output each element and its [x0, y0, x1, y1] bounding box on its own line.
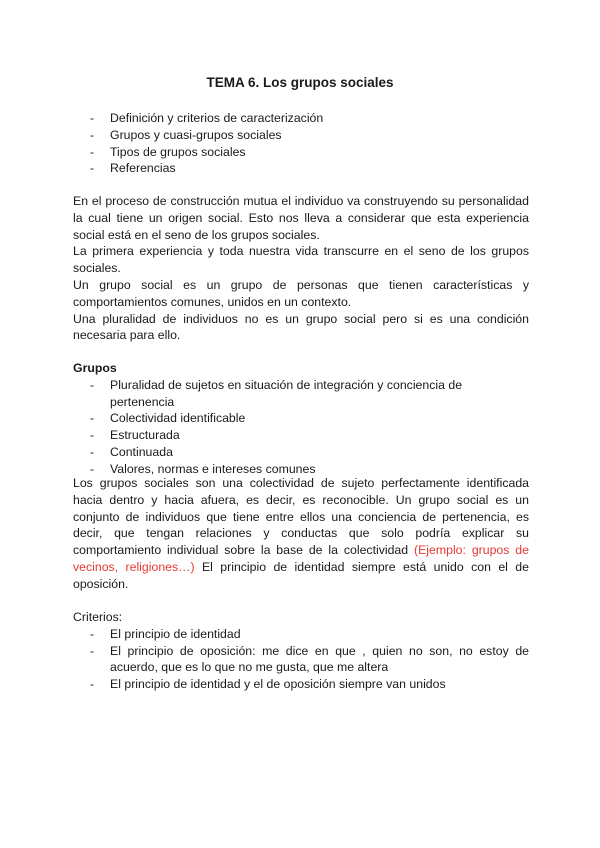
- list-item: - Continuada: [73, 444, 529, 461]
- list-item: - El principio de oposición: me dice en que , quien no son, no estoy de acuerdo, que es lo que no me gusta, que me altera: [73, 643, 529, 677]
- definition-text-end: El principio de identidad siempre está unido con el de oposición.: [73, 559, 529, 591]
- list-item: - Grupos y cuasi-grupos sociales: [73, 127, 529, 144]
- list-item: - Tipos de grupos sociales: [73, 144, 529, 161]
- paragraph: [73, 475, 529, 593]
- intro-section: [73, 193, 529, 344]
- list-item: - Pluralidad de sujetos en situación de integración y conciencia de pertenencia: [73, 377, 529, 411]
- section-heading: Grupos: [73, 361, 117, 375]
- list-item: - Estructurada: [73, 427, 529, 444]
- page-title: TEMA 6. Los grupos sociales: [206, 75, 394, 90]
- paragraph: Una pluralidad de individuos no es un grupo social pero si es una condición necesaria para ello.: [73, 311, 529, 343]
- section-heading: Criterios:: [73, 610, 123, 624]
- paragraph: Un grupo social es un grupo de personas que tienen características y comportamientos comunes, unidos en un contexto.: [73, 277, 529, 309]
- criterios-section: [73, 609, 529, 693]
- list-item: - Colectividad identificable: [73, 410, 529, 427]
- grupos-section: [73, 360, 529, 478]
- paragraph: En el proceso de construcción mutua el individuo va construyendo su personalidad la cual tiene un origen social. Esto nos lleva a considerar que esta experiencia social está en el seno de los grupos sociales.: [73, 194, 529, 242]
- paragraph: La primera experiencia y toda nuestra vida transcurre en el seno de los grupos sociales.: [73, 244, 529, 276]
- list-item: - Definición y criterios de caracterización: [73, 110, 529, 127]
- list-item: - El principio de identidad: [73, 626, 529, 643]
- example-text: (Ejemplo: grupos de vecinos, religiones…): [73, 543, 529, 574]
- list-item: - El principio de identidad y el de oposición siempre van unidos: [73, 676, 529, 693]
- list-item: - Referencias: [73, 160, 529, 177]
- definition-section: [73, 475, 529, 593]
- table-of-contents: [73, 110, 529, 177]
- definition-text: Los grupos sociales son una colectividad de sujeto perfectamente identificada hacia dentro y hacia afuera, es decir, es reconocible. Un grupo social es un conjunto de individuos que tiene entre ellos una conciencia de pertenencia, es decir, que tengan relaciones y conductas que solo podría explicar su comportamiento individual sobre la base de la colectividad: [73, 476, 529, 558]
- list-item: - Valores, normas e intereses comunes: [73, 461, 529, 478]
